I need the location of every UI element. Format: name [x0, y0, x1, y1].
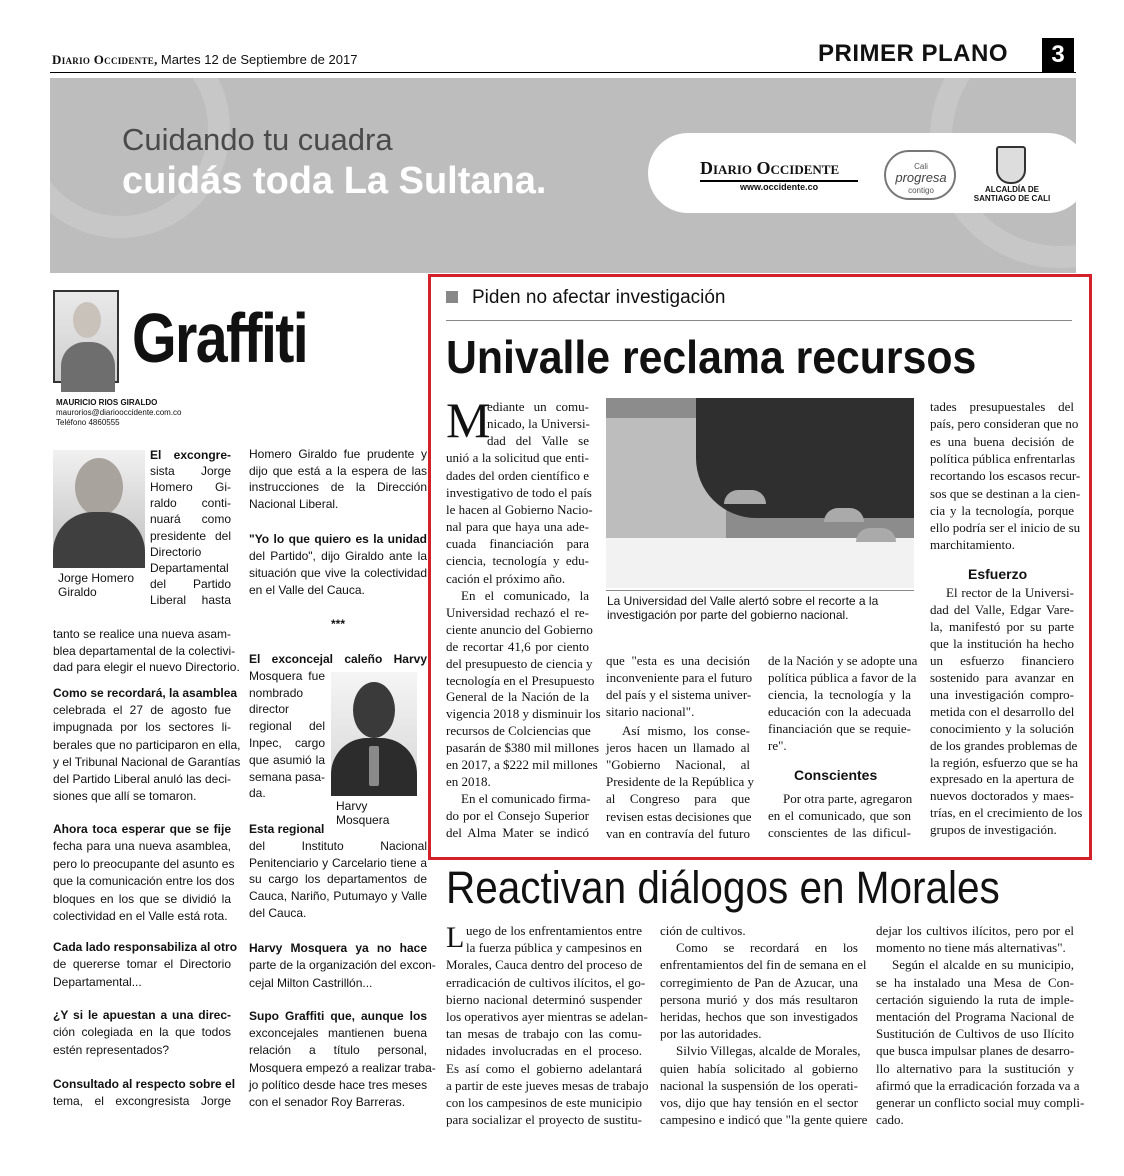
text-line: del país y el sistema univer-: [606, 686, 752, 702]
text-line: por las autoridades.: [660, 1026, 762, 1042]
text-line: Esta regional: [249, 822, 325, 836]
text-line: en el comunicado, que son: [768, 808, 911, 824]
alcaldia-line-2: SANTIAGO DE CALI: [973, 194, 1051, 203]
text-line: unió a la solicitud que enti-: [446, 450, 589, 466]
text-line: En el comunicado firma-: [461, 791, 591, 806]
section-title: PRIMER PLANO: [818, 40, 1009, 67]
text-line: fecha para una nueva asamblea,: [53, 839, 231, 854]
text-line: mentación del Programa Nacional de: [876, 1009, 1074, 1024]
text-line: en 2017, a $222 mil millones: [446, 757, 598, 772]
text-line: cuada financiación para: [446, 536, 589, 552]
harvy-mosquera-photo: [331, 672, 417, 796]
text-line: se ha instalado una Mesa de Con-: [876, 974, 1074, 990]
text-line: cia y la tecnología, porque: [930, 502, 1074, 518]
text-line: estén representados?: [53, 1042, 170, 1057]
photo-caption: Giraldo: [58, 585, 97, 599]
text-line: heridas, hechos que son investigados: [660, 1009, 858, 1024]
text-line: re".: [768, 737, 787, 753]
photo-umbrella: [856, 528, 896, 542]
text-line: enfrentamientos del fin de semana en el: [660, 957, 867, 973]
text-line: recortando los escasos recur-: [930, 468, 1081, 484]
text-line: ***: [330, 617, 345, 631]
author-photo: [53, 290, 119, 383]
text-line: metida con el desarrollo del: [930, 703, 1075, 719]
decorative-ring: [50, 78, 230, 238]
text-line: dijo que está a la espera de las: [249, 463, 427, 478]
text-line: dad del Valle se: [487, 433, 589, 449]
text-line: Liberal hasta: [150, 592, 231, 607]
text-line: que asumió la: [249, 752, 325, 767]
logo-url: www.occidente.co: [740, 182, 819, 192]
text-line: regional del: [249, 719, 325, 734]
text-line: al Congreso para que: [606, 791, 750, 807]
author-name: MAURICIO RIOS GIRALDO: [56, 398, 158, 407]
text-line: Presidente de la República y: [606, 774, 755, 790]
photo-caption: Jorge Homero: [58, 571, 135, 585]
text-line: Cada lado responsabiliza al otro: [53, 940, 238, 954]
text-line: El exconcejal caleño Harvy: [249, 652, 427, 666]
text-line: en el Valle del Cauca.: [249, 582, 365, 597]
page-number: 3: [1042, 38, 1074, 72]
text-line: impugnada por los sectores li-: [53, 720, 231, 735]
cloud-text-bottom: contigo: [908, 186, 934, 195]
text-line: certación siguiendo la ruta de imple-: [876, 991, 1074, 1007]
subhead-esfuerzo: Esfuerzo: [968, 566, 1028, 582]
text-line: cejal Milton Castrillón...: [249, 975, 373, 990]
text-line: de quererse tomar el Directorio: [53, 957, 231, 972]
text-line: "Gobierno Nacional, al: [606, 757, 750, 773]
portrait-face: [73, 302, 101, 338]
text-line: tanto se realice una nueva asam-: [53, 627, 231, 641]
text-line: que la institución ha hecho: [930, 635, 1074, 651]
text-line: política pública enfrentarlas: [930, 450, 1076, 466]
text-line: tan mesas de trabajo con las comu-: [446, 1026, 642, 1042]
text-line: a partir de este jueves mesas de trabajo: [446, 1077, 649, 1093]
text-line: política pública a favor de la: [768, 669, 917, 685]
text-line: llo alternativo para la sustitución y: [876, 1060, 1074, 1076]
text-line: exconcejales mantienen buena: [249, 1026, 427, 1041]
text-line: jeros hacen un llamado al: [606, 740, 750, 756]
text-line: ¿Y si le apuestan a una direc-: [53, 1008, 231, 1022]
text-line: Homero Giraldo fue prudente y: [249, 447, 427, 461]
photo-caption: Harvy: [336, 799, 368, 813]
text-line: ello podría ser el inicio de su: [930, 520, 1081, 536]
text-line: su cargo los departamentos de: [249, 872, 427, 887]
text-line: Sustitución de Cultivos de uso Ilícito: [876, 1026, 1074, 1042]
text-line: El excongre-: [150, 448, 231, 462]
paper-name: Diario Occidente,: [52, 52, 158, 67]
header-rule: [50, 72, 1076, 73]
text-line: El rector de la Universi-: [946, 585, 1074, 600]
text-line: la, manifestó por su parte: [930, 618, 1074, 634]
text-line: que busca impulsar planes de desarro-: [876, 1043, 1075, 1059]
text-line: del presupuesto de ciencia y: [446, 655, 593, 671]
text-line: grupos de investigación.: [930, 822, 1057, 838]
header-date: Martes 12 de Septiembre de 2017: [160, 52, 358, 67]
text-line: bloques en los que se dividió la: [53, 891, 231, 906]
text-line: de recortar 41,6 por ciento: [446, 638, 589, 654]
ad-line-2: cuidás toda La Sultana.: [122, 160, 547, 202]
drop-cap: M: [446, 392, 491, 448]
page-header-dateline: [52, 52, 357, 68]
text-line: Silvio Villegas, alcalde de Morales,: [676, 1043, 861, 1059]
text-line: un esfuerzo financiero: [930, 652, 1074, 668]
text-line: nombrado: [249, 685, 304, 700]
text-line: van en contravía del futuro: [606, 825, 750, 841]
text-line: quien había solicitado al gobierno: [660, 1060, 858, 1076]
text-line: siones que allí se tomaron.: [53, 789, 197, 804]
text-line: General de la Nación de la: [446, 689, 589, 705]
text-line: momento no tiene más alternativas".: [876, 940, 1066, 956]
text-line: do por el Consejo Superior: [446, 808, 589, 824]
text-line: tades presupuestales del: [930, 399, 1074, 414]
text-line: del Instituto Nacional: [249, 838, 427, 853]
text-line: de la Nación y se adopte una: [768, 653, 918, 668]
article-kicker: Piden no afectar investigación: [472, 287, 726, 308]
photo-plaza: [606, 538, 914, 588]
text-line: conocimiento y la solución: [930, 720, 1074, 736]
text-line: Harvy Mosquera ya no hace: [249, 941, 427, 955]
text-line: dad del Valle, Edgar Vare-: [930, 601, 1074, 617]
text-line: vigencia 2018 y disminuir los: [446, 706, 601, 722]
text-line: ción colegiada en la que todos: [53, 1025, 231, 1040]
text-line: instrucciones de la Dirección: [249, 480, 427, 495]
text-line: cación el próximo año.: [446, 570, 566, 586]
text-line: director: [249, 702, 290, 717]
text-line: Así mismo, los conse-: [622, 723, 750, 738]
text-line: presidente del: [150, 528, 231, 543]
text-line: dad para elegir el nuevo Directorio.: [53, 660, 240, 674]
portrait-shoulders: [61, 342, 115, 392]
text-line: sos que se destinan a la cien-: [930, 485, 1081, 501]
text-line: la fuerza pública y campesinos en: [466, 940, 642, 956]
text-line: campesino e indicó que "la gente quiere: [660, 1112, 868, 1128]
text-line: parte de la organización del excon-: [249, 958, 436, 973]
text-line: la región, esfuerzo que se ha: [930, 754, 1078, 770]
text-line: dades del orden científico e: [446, 467, 589, 483]
text-line: del Partido", dijo Giraldo ante la: [249, 548, 427, 563]
text-line: Según el alcalde en su municipio,: [892, 957, 1074, 973]
text-line: que la comunicación entre los dos: [53, 874, 235, 889]
text-line: Nacional Liberal.: [249, 496, 339, 511]
text-line: con los campesinos de este municipio: [446, 1095, 643, 1110]
author-phone: Teléfono 4860555: [56, 418, 120, 427]
text-line: uego de los enfrentamientos entre: [466, 923, 642, 938]
text-line: ciencia, tecnología y edu-: [446, 553, 589, 569]
text-line: país, pero consideran que no: [930, 416, 1079, 432]
text-line: conscientes de las dificul-: [768, 825, 911, 841]
text-line: persona murió y dos más resultaron: [660, 991, 858, 1007]
text-line: raldo conti-: [150, 496, 231, 511]
text-line: trías, en el crecimiento de los: [930, 805, 1083, 821]
text-line: jo político desde hace tres meses: [249, 1077, 428, 1092]
subhead-conscientes: Conscientes: [794, 767, 878, 783]
text-line: ediante un comu-: [487, 399, 589, 414]
text-line: vos, dijo que hay tensión en el sector: [660, 1095, 858, 1110]
portrait-face: [75, 458, 123, 516]
coat-of-arms-icon: [996, 146, 1026, 184]
text-line: ciencia, la tecnología y la: [768, 686, 911, 702]
text-line: berales que no participaron en ella,: [53, 737, 241, 752]
text-line: Ahora toca esperar que se fije: [53, 822, 231, 836]
ad-line-1: Cuidando tu cuadra: [122, 122, 393, 157]
text-line: Supo Graffiti que, aunque los: [249, 1009, 427, 1023]
article-headline[interactable]: Univalle reclama recursos: [446, 331, 977, 383]
text-line: para socializar el proyecto de sustitu-: [446, 1112, 642, 1128]
kicker-square-icon: [446, 291, 458, 303]
text-line: cado.: [876, 1112, 904, 1128]
text-line: los operativos ayer mientras se adelan-: [446, 1009, 648, 1024]
text-line: que "esta es una decisión: [606, 653, 750, 668]
text-line: da.: [249, 786, 266, 801]
photo-caption: La Universidad del Valle alertó sobre el recorte a la: [607, 594, 879, 608]
text-line: Universidad rechazó el re-: [446, 604, 589, 620]
text-line: sostenido para avanzar en: [930, 669, 1074, 685]
second-article-headline[interactable]: Reactivan diálogos en Morales: [446, 862, 1000, 913]
text-line: sitario nacional".: [606, 703, 695, 719]
text-line: Mosquera fue: [249, 668, 325, 683]
text-line: expresado en la apertura de: [930, 771, 1074, 787]
text-line: sista Jorge: [150, 464, 231, 479]
portrait-shoulders: [53, 512, 145, 568]
text-line: relación a título personal,: [249, 1043, 427, 1058]
text-line: nuevos doctorados y maes-: [930, 788, 1074, 804]
text-line: Departamental...: [53, 974, 142, 989]
diario-occidente-logo: Diario Occidente: [700, 158, 840, 178]
text-line: una investigación compro-: [930, 686, 1074, 702]
text-line: ciente anuncio del Gobierno: [446, 621, 593, 637]
text-line: Como se recordará en los: [676, 940, 858, 956]
text-line: investigativo de todo el país: [446, 484, 592, 500]
text-line: Como se recordará, la asamblea: [53, 686, 238, 700]
text-line: financiación que se requie-: [768, 720, 911, 736]
text-line: situación que vive la colectividad: [249, 565, 427, 580]
kicker-rule: [446, 320, 1072, 321]
text-line: "Yo lo que quiero es la unidad: [249, 532, 427, 546]
tie: [369, 746, 379, 786]
text-line: revisen estas decisiones que: [606, 808, 752, 824]
text-line: semana pasa-: [249, 769, 326, 784]
text-line: del Partido: [150, 576, 231, 591]
column-title: Graffiti: [132, 299, 308, 377]
text-line: ción de cultivos.: [660, 923, 746, 938]
drop-cap: L: [446, 921, 465, 954]
photo-umbrella: [824, 508, 864, 522]
text-line: Mosquera empezó a realizar traba-: [249, 1060, 436, 1075]
text-line: corregimiento de Pan de Azucar, una: [660, 974, 858, 990]
text-line: Consultado al respecto sobre el: [53, 1077, 236, 1091]
text-line: colectividad en el Valle está rota.: [53, 909, 228, 923]
text-line: nal para que haya una ade-: [446, 519, 589, 535]
photo-caption: investigación por parte del gobierno nacional.: [607, 608, 849, 622]
text-line: le hacen al Gobierno Nacio-: [446, 501, 593, 517]
text-line: dejar los cultivos ilícitos, pero por el: [876, 923, 1074, 938]
text-line: En el comunicado, la: [461, 588, 589, 603]
text-line: de los grandes problemas de: [930, 737, 1078, 753]
text-line: marchitamiento.: [930, 537, 1015, 553]
text-line: pasarán de $380 mil millones: [446, 740, 600, 756]
text-line: bierno nacional determinó suspender: [446, 991, 642, 1007]
jorge-homero-photo: [53, 450, 145, 568]
text-line: nuará como: [150, 512, 231, 527]
text-line: del Alma Mater se indicó: [446, 825, 589, 841]
text-line: Inpec, cargo: [249, 736, 325, 750]
text-line: Morales, Cauca dentro del proceso de: [446, 957, 643, 973]
text-line: tecnología en el Presupuesto: [446, 672, 595, 688]
cloud-text-top: Cali: [914, 162, 928, 171]
text-line: nacional la suspensión de los operati-: [660, 1077, 858, 1093]
text-line: generar un conflicto social muy compli-: [876, 1095, 1085, 1110]
author-email[interactable]: maurorios@diariooccidente.com.co: [56, 408, 182, 417]
text-line: Cauca, Nariño, Putumayo y Valle: [249, 889, 427, 904]
photo-caption: Mosquera: [336, 813, 390, 827]
text-line: Por otra parte, agregaron: [783, 791, 913, 806]
text-line: del Partido Liberal anuló las deci-: [53, 772, 231, 786]
university-campus-photo: [606, 398, 914, 588]
cloud-text-mid: progresa: [895, 170, 947, 185]
text-line: recursos de Colciencias que: [446, 723, 591, 739]
caption-rule: [606, 590, 914, 591]
banner-ad[interactable]: [50, 78, 1076, 273]
text-line: nicado, la Universi-: [487, 416, 590, 432]
text-line: y el Tribunal Nacional de Garantías: [53, 754, 241, 769]
text-line: en 2018.: [446, 773, 491, 789]
alcaldia-line-1: ALCALDÍA DE: [985, 185, 1039, 194]
text-line: erradicación de cultivos ilícitos, el go-: [446, 974, 646, 990]
text-line: Penitenciario y Carcelario tiene a: [249, 855, 427, 870]
text-line: Directorio: [150, 544, 202, 559]
text-line: pero lo preocupante del asunto es: [53, 856, 235, 871]
photo-umbrella: [724, 490, 766, 504]
text-line: Homero Gi-: [150, 480, 231, 495]
text-line: del Cauca.: [249, 906, 307, 920]
text-line: es una buena decisión de: [930, 433, 1074, 449]
text-line: educación con la adecuada: [768, 703, 911, 719]
text-line: inconveniente para el futuro: [606, 669, 753, 685]
text-line: blea departamental de la colectivi-: [53, 643, 236, 658]
text-line: nidades involucradas en el proceso.: [446, 1043, 642, 1059]
text-line: Es así como el gobierno adelantará: [446, 1060, 642, 1076]
text-line: tema, el excongresista Jorge: [53, 1094, 231, 1109]
text-line: celebrada el 27 de agosto fue: [53, 703, 231, 718]
text-line: afirmó que la erradicación forzada va a: [876, 1077, 1080, 1093]
text-line: Departamental: [150, 560, 229, 575]
portrait-face: [353, 682, 395, 738]
text-line: con el senador Roy Barreras.: [249, 1095, 406, 1109]
